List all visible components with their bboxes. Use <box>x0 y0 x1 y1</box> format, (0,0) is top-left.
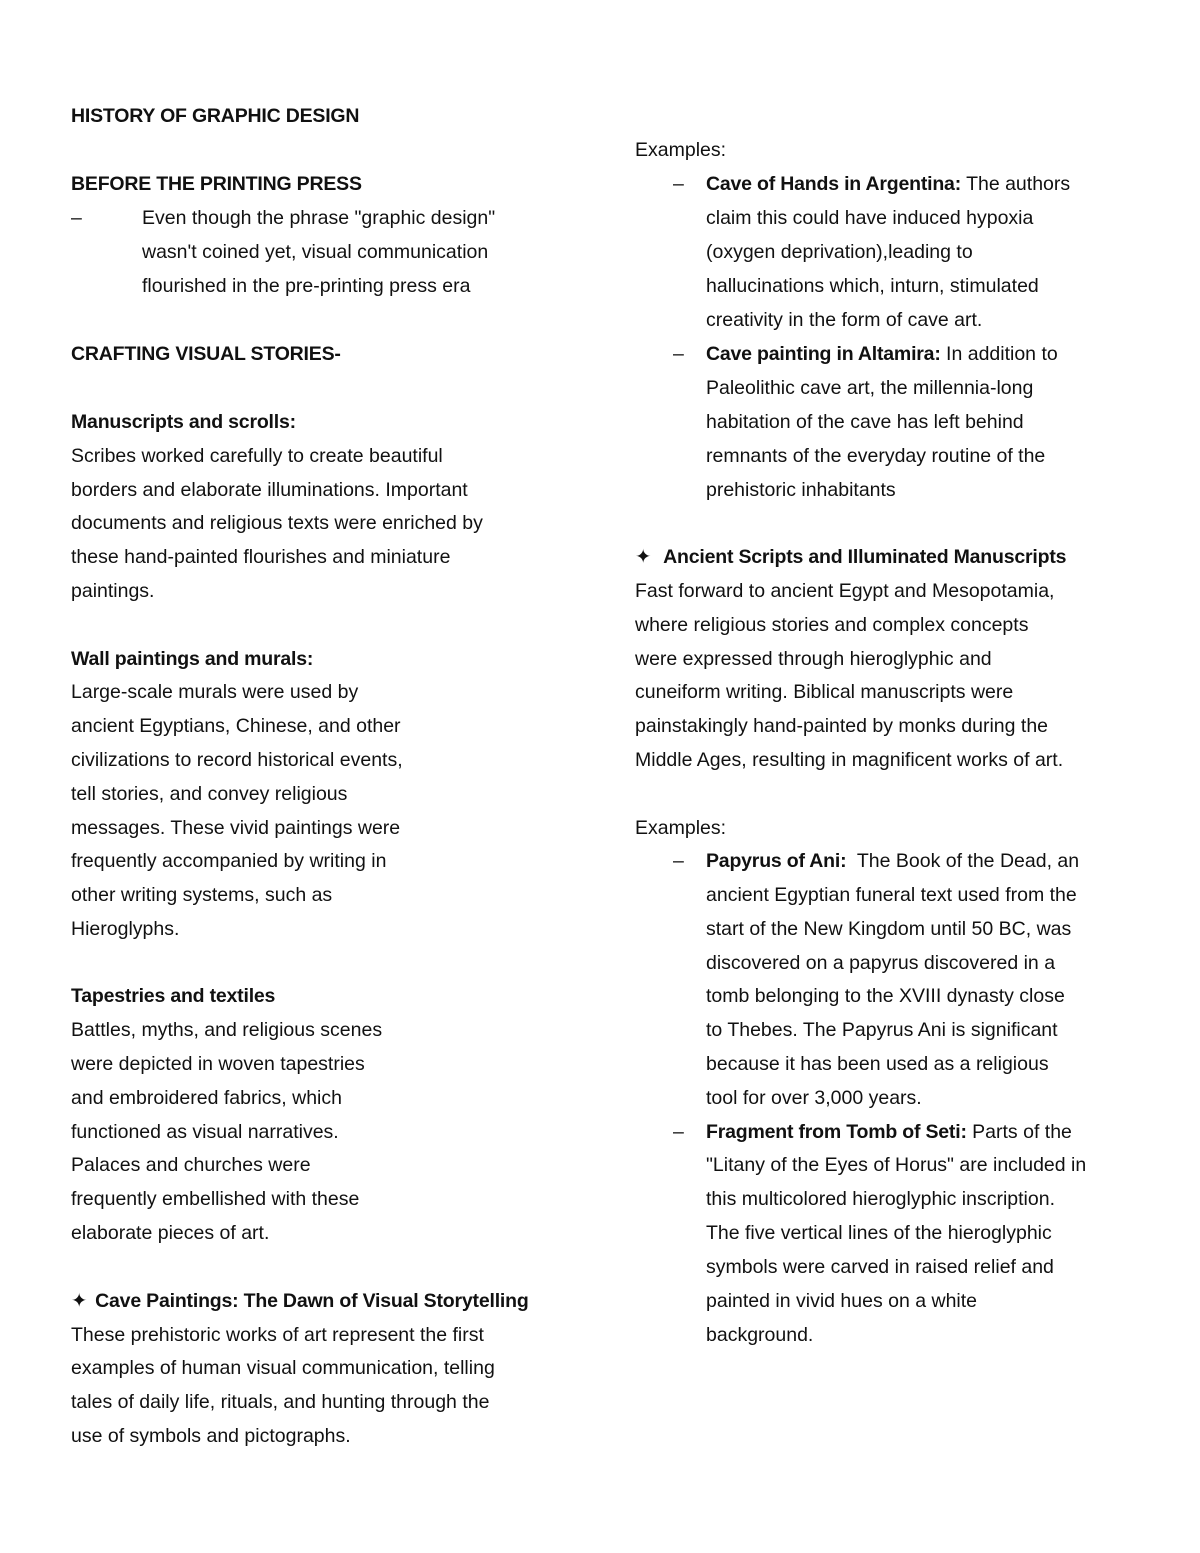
paragraph-line: remnants of the everyday routine of the <box>706 445 1046 467</box>
paragraph-line: painted in vivid hues on a white <box>706 1290 978 1312</box>
paragraph-line: tales of daily life, rituals, and hunting through the <box>71 1391 490 1413</box>
subheading-wall-paintings: Wall paintings and murals: <box>71 648 314 670</box>
paragraph-line: where religious stories and complex concepts <box>635 614 1029 636</box>
example-text: The authors <box>961 173 1071 195</box>
paragraph-line: discovered on a papyrus discovered in a <box>706 952 1056 974</box>
paragraph-line: frequently accompanied by writing in <box>71 850 387 872</box>
dash-bullet: – <box>673 1121 684 1143</box>
paragraph-line: Middle Ages, resulting in magnificent works of art. <box>635 749 1064 771</box>
example-text: The Book of the Dead, an <box>846 850 1080 872</box>
paragraph-line: wasn't coined yet, visual communication <box>142 241 489 263</box>
paragraph-line: Even though the phrase "graphic design" <box>142 207 496 229</box>
paragraph-line: use of symbols and pictographs. <box>71 1425 351 1447</box>
dash-bullet: – <box>673 850 684 872</box>
paragraph-line: documents and religious texts were enriched by <box>71 512 483 534</box>
paragraph-line: Scribes worked carefully to create beautiful <box>71 445 443 467</box>
star-icon: ✦ <box>71 1290 88 1312</box>
example-first-line <box>706 172 1070 196</box>
example-title: Papyrus of Ani: <box>706 850 847 872</box>
paragraph-line: ancient Egyptians, Chinese, and other <box>71 715 401 737</box>
subheading-tapestries: Tapestries and textiles <box>71 985 276 1007</box>
section-heading-before-press: BEFORE THE PRINTING PRESS <box>71 173 362 195</box>
example-first-line <box>706 1120 1072 1144</box>
star-icon: ✦ <box>635 546 652 568</box>
example-text: In addition to <box>940 343 1058 365</box>
example-text: Parts of the <box>966 1121 1072 1143</box>
paragraph-line: borders and elaborate illuminations. Important <box>71 479 468 501</box>
paragraph-line: Paleolithic cave art, the millennia-long <box>706 377 1034 399</box>
example-title: Fragment from Tomb of Seti: <box>706 1121 967 1143</box>
paragraph-line: hallucinations which, inturn, stimulated <box>706 275 1039 297</box>
paragraph-line: Hieroglyphs. <box>71 918 180 940</box>
dash-bullet: – <box>673 173 684 195</box>
dash-bullet: – <box>71 207 82 229</box>
paragraph-line: these hand-painted flourishes and miniature <box>71 546 451 568</box>
paragraph-line: prehistoric inhabitants <box>706 479 896 501</box>
paragraph-line: cuneiform writing. Biblical manuscripts were <box>635 681 1014 703</box>
example-title: Cave painting in Altamira: <box>706 343 941 365</box>
paragraph-line: were expressed through hieroglyphic and <box>635 648 992 670</box>
subheading-text: Ancient Scripts and Illuminated Manuscripts <box>663 546 1067 568</box>
paragraph-line: Battles, myths, and religious scenes <box>71 1019 383 1041</box>
paragraph-line: and embroidered fabrics, which <box>71 1087 342 1109</box>
subheading-ancient-scripts <box>635 545 1066 569</box>
subheading-text: Cave Paintings: The Dawn of Visual Storytelling <box>95 1290 529 1312</box>
paragraph-line: "Litany of the Eyes of Horus" are included in <box>706 1154 1087 1176</box>
paragraph-line: ancient Egyptian funeral text used from the <box>706 884 1077 906</box>
subheading-manuscripts: Manuscripts and scrolls: <box>71 411 296 433</box>
paragraph-line: habitation of the cave has left behind <box>706 411 1024 433</box>
paragraph-line: symbols were carved in raised relief and <box>706 1256 1054 1278</box>
paragraph-line: because it has been used as a religious <box>706 1053 1049 1075</box>
paragraph-line: background. <box>706 1324 814 1346</box>
paragraph-line: painstakingly hand-painted by monks during the <box>635 715 1049 737</box>
document-title: HISTORY OF GRAPHIC DESIGN <box>71 105 360 127</box>
dash-bullet: – <box>673 343 684 365</box>
paragraph-line: to Thebes. The Papyrus Ani is significant <box>706 1019 1058 1041</box>
paragraph-line: start of the New Kingdom until 50 BC, was <box>706 918 1072 940</box>
paragraph-line: were depicted in woven tapestries <box>71 1053 365 1075</box>
paragraph-line: tool for over 3,000 years. <box>706 1087 922 1109</box>
paragraph-line: Large-scale murals were used by <box>71 681 359 703</box>
subheading-cave-paintings <box>71 1289 529 1313</box>
paragraph-line: flourished in the pre-printing press era <box>142 275 471 297</box>
section-heading-crafting: CRAFTING VISUAL STORIES- <box>71 343 341 365</box>
paragraph-line: other writing systems, such as <box>71 884 333 906</box>
paragraph-line: tell stories, and convey religious <box>71 783 348 805</box>
paragraph-line: Fast forward to ancient Egypt and Mesopotamia, <box>635 580 1055 602</box>
paragraph-line: These prehistoric works of art represent the first <box>71 1324 484 1346</box>
paragraph-line: (oxygen deprivation),leading to <box>706 241 973 263</box>
paragraph-line: examples of human visual communication, telling <box>71 1357 495 1379</box>
example-first-line <box>706 342 1058 366</box>
paragraph-line: The five vertical lines of the hieroglyphic <box>706 1222 1052 1244</box>
examples-label: Examples: <box>635 139 727 161</box>
paragraph-line: claim this could have induced hypoxia <box>706 207 1034 229</box>
paragraph-line: Palaces and churches were <box>71 1154 311 1176</box>
paragraph-line: frequently embellished with these <box>71 1188 360 1210</box>
example-first-line <box>706 849 1079 873</box>
example-title: Cave of Hands in Argentina: <box>706 173 961 195</box>
paragraph-line: elaborate pieces of art. <box>71 1222 270 1244</box>
paragraph-line: messages. These vivid paintings were <box>71 817 401 839</box>
paragraph-line: civilizations to record historical events, <box>71 749 403 771</box>
paragraph-line: creativity in the form of cave art. <box>706 309 983 331</box>
examples-label: Examples: <box>635 817 727 839</box>
paragraph-line: this multicolored hieroglyphic inscription. <box>706 1188 1055 1210</box>
paragraph-line: functioned as visual narratives. <box>71 1121 339 1143</box>
paragraph-line: paintings. <box>71 580 155 602</box>
paragraph-line: tomb belonging to the XVIII dynasty close <box>706 985 1065 1007</box>
